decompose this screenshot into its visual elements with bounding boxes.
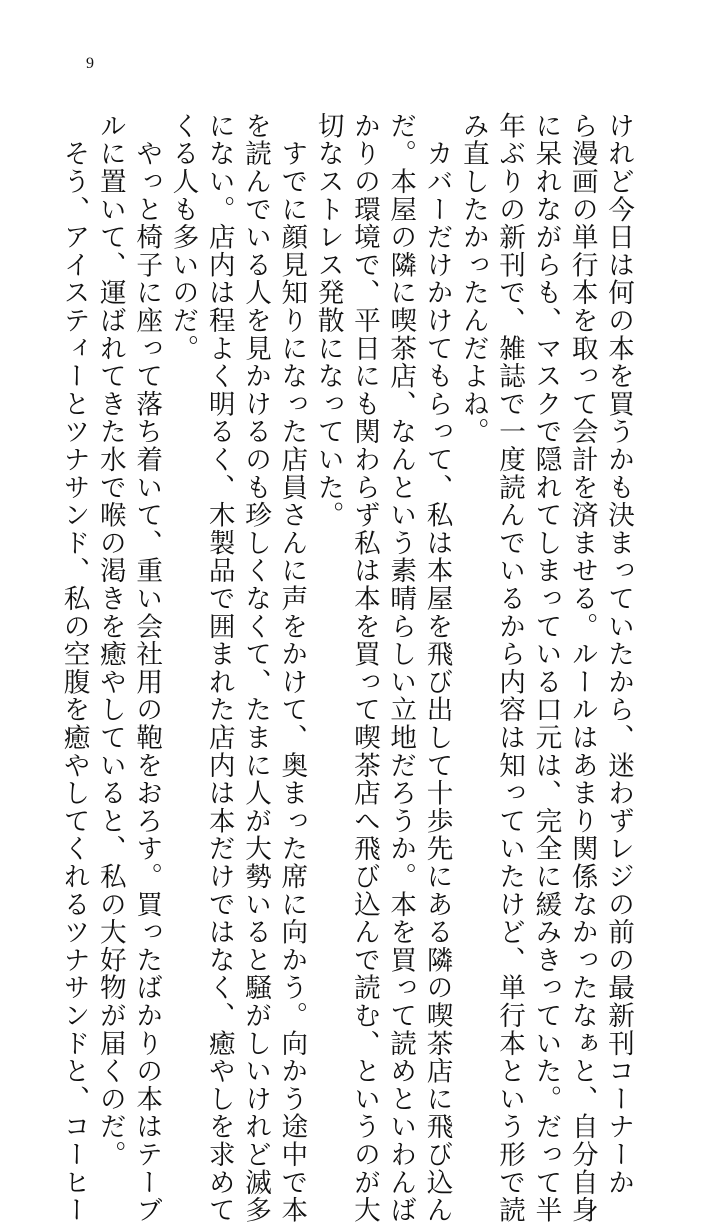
text-line: を読んでいる人を見かけるのも珍しくなくて、たまに人が大勢いると騒がしいけれど滅多 (240, 112, 272, 1224)
vertical-text-body (58, 112, 634, 1224)
text-line: ら漫画の単行本を取って会計を済ませる。ルールはあまり関係なかったなぁと、自分自身 (566, 112, 598, 1224)
text-line: やっと椅子に座って落ち着いて、重い会社用の鞄をおろす。買ったばかりの本はテーブ (131, 112, 163, 1224)
text-line: ルに置いて、運ばれてきた水で喉の渇きを癒やしていると、私の大好物が届くのだ。 (94, 112, 126, 1169)
text-line: だ。本屋の隣に喫茶店、なんという素晴らしい立地だろうか。本を買って読めといわんば (385, 112, 417, 1224)
text-line: くる人も多いのだ。 (167, 112, 199, 363)
text-line: カバーだけかけてもらって、私は本屋を飛び出して十歩先にある隣の喫茶店に飛び込ん (421, 112, 453, 1224)
text-line: すでに顔見知りになった店員さんに声をかけて、奥まった席に向かう。向かう途中で本 (276, 112, 308, 1224)
text-line: 年ぶりの新刊で、雑誌で一度読んでいるから内容は知っていたけど、単行本という形で読 (494, 112, 526, 1224)
text-line: に呆れながらも、マスクで隠れてしまっている口元は、完全に緩みきっていた。だって半 (530, 112, 562, 1224)
text-line: み直したかったんだよね。 (457, 112, 489, 446)
text-line: そう、アイスティーとツナサンド、私の空腹を癒やしてくれるツナサンドと、コーヒー (58, 112, 90, 1224)
text-line: にない。店内は程よく明るく、木製品で囲まれた店内は本だけではなく、癒やしを求めて (203, 112, 235, 1224)
text-line: けれど今日は何の本を買うかも決まっていたから、迷わずレジの前の最新刊コーナーか (603, 112, 634, 1197)
page-number: 9 (86, 55, 94, 72)
text-line: 切なストレス発散になっていた。 (312, 112, 344, 529)
text-line: かりの環境で、平日にも関わらず私は本を買って喫茶店へ飛び込んで読む、というのが大 (348, 112, 380, 1224)
